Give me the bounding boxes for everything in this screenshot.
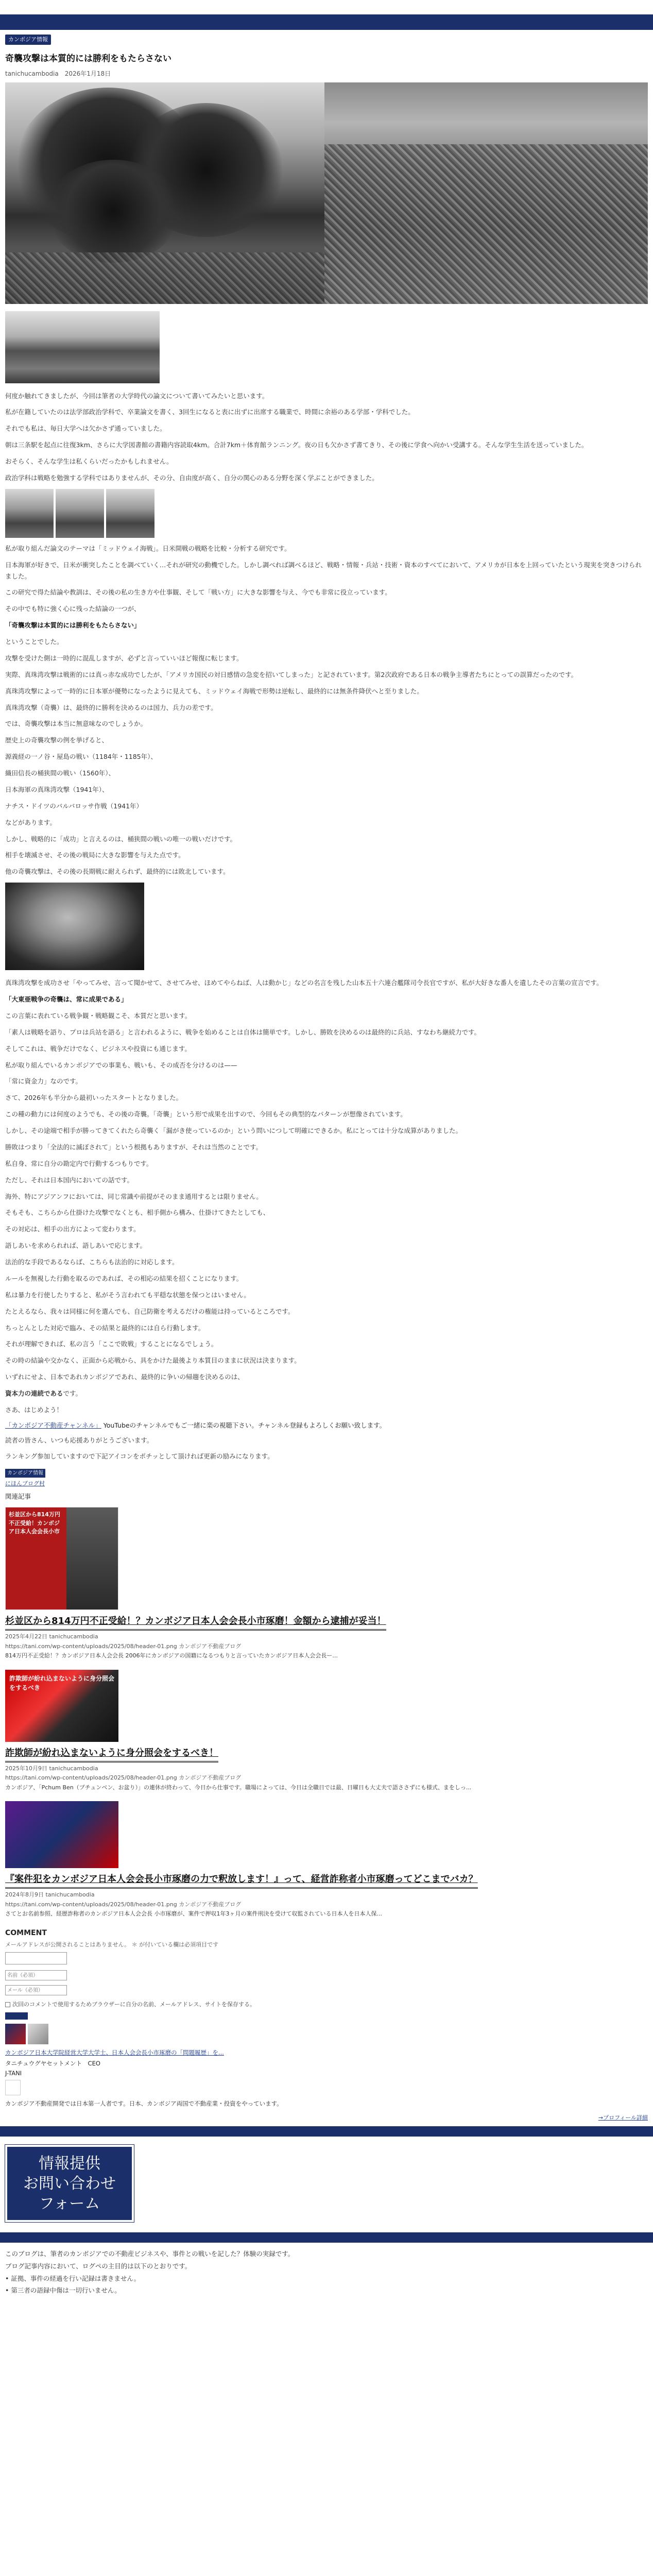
- body-paragraph: では、奇襲攻撃は本当に無意味なのでしょうか。: [5, 720, 147, 728]
- author-images: [5, 2024, 648, 2044]
- body-paragraph: おそらく、そんな学生は私くらいだったかもしれません。: [5, 457, 173, 465]
- body-paragraph: 私が取り組んでいるカンボジアでの事業も、戦いも、その成否を分けるのは——: [5, 1061, 237, 1069]
- body-paragraph: 日本海軍の真珠湾攻撃（1941年）、: [5, 785, 109, 793]
- body-paragraph: 攻撃を受けた側は一時的に混乱しますが、必ずと言っていいほど報復に転じます。: [5, 654, 243, 662]
- footer-line: • 第三者の語録中傷は一切行いません。: [5, 2286, 121, 2295]
- body-paragraph: 私自身、常に自分の勘定内で行動するつもりです。: [5, 1159, 153, 1167]
- related-card[interactable]: [5, 1801, 648, 1919]
- body-paragraph: 真珠湾攻撃によって一時的に日本軍が優勢になったように見えても、ミッドウェイ海戦で形勢は逆転し、最終的には無条件降伏へと至りました。: [5, 687, 423, 695]
- category-badge[interactable]: カンボジア情報: [5, 35, 51, 45]
- body-paragraph: その中でも特に強く心に残った結論の一つが、: [5, 605, 141, 613]
- article-title: 奇襲攻撃は本質的には勝利をもたらさない: [5, 54, 171, 64]
- body-paragraph: 相手を壊滅させ、その後の戦局に大きな影響を与えた点です。: [5, 851, 185, 859]
- comment-email-field[interactable]: [5, 1985, 67, 1995]
- body-paragraph: しかし、戦略的に「成功」と言えるのは、桶狭間の戦いの唯一の戦いだけです。: [5, 835, 237, 843]
- photo-carriers-collage: [5, 489, 154, 538]
- body-paragraph: 私が在籍していたのは法学部政治学科で、卒業論文を書く、3回生になると表に出ずに出席する職業で、時間に余裕のある学部・学科でした。: [5, 408, 415, 416]
- article-date: 2026年1月18日: [64, 70, 111, 77]
- footer-bar-bottom: [0, 2232, 653, 2243]
- photo-admiral-portrait: [5, 883, 144, 970]
- body-paragraph: この種の動力には何度のようでも、その後の奇襲。「奇襲」という形で成果を出すので、今回もその典型的なパターンが想像されています。: [5, 1110, 407, 1118]
- body-paragraph: そしてこれは、戦争だけでなく、ビジネスや投資にも通じます。: [5, 1044, 191, 1053]
- footer-bar: [0, 2126, 653, 2137]
- related-url: https://tani.com/wp-content/uploads/2025/08/header-01.png カンボジア不動産ブログ: [5, 1642, 242, 1650]
- ranking-badge[interactable]: カンボジア情報: [5, 1469, 45, 1478]
- related-url: https://tani.com/wp-content/uploads/2025/08/header-01.png カンボジア不動産ブログ: [5, 1774, 242, 1781]
- closing-line: ランキング参加していますので下記アイコンをポチッとして頂ければ更新の励みになります。: [5, 1452, 274, 1461]
- body-paragraph: 織田信長の桶狭間の戦い（1560年）、: [5, 769, 115, 777]
- body-paragraph: 日本海軍が好きで、日米が衝突したことを調べていく…それが研究の動機でした。しかし調べれば調べるほど、戦略・情報・兵站・技術・資本のすべてにおいて、アメリカが日本を上回っていたという現実を突きつけられました。: [5, 561, 642, 580]
- footer-line: このブログは、筆者のカンボジアでの不動産ビジネスや、事件との戦いを記した？体験の実録です。: [5, 2250, 295, 2258]
- body-paragraph: その時の結論や交かなく、正面から応戦から、具をかけた最後より本質目のままに状況は決まります。: [5, 1357, 301, 1365]
- body-paragraph: 海外、特にアジアンフにおいては、同じ常識や前提がそのまま通用するとは限りません。: [5, 1192, 263, 1200]
- author-related-link[interactable]: カンボジア日本大学院経営大学大学士、日本人会会長小市琢磨の「問題履歴」を...: [5, 2048, 224, 2056]
- body-paragraph: 真珠湾攻撃（奇襲）は、最終的に勝利を決めるのは国力、兵力の差です。: [5, 703, 217, 711]
- article-meta: [5, 69, 648, 78]
- contact-form-button[interactable]: [5, 2145, 134, 2222]
- highlight-surprise-attack: 「奇襲攻撃は本質的には勝利をもたらさない」: [5, 621, 141, 630]
- body-paragraph: この言葉に表れている戦争観・戦略観こそ、本質だと思います。: [5, 1011, 192, 1020]
- closing-bold: 資本力の連続である: [5, 1389, 63, 1397]
- body-paragraph: さて、2026年も半分から最初いったスタートとなりました。: [5, 1094, 183, 1102]
- body-paragraph: などがあります。: [5, 818, 57, 826]
- footer-disclaimer: [0, 2243, 653, 2302]
- body-paragraph: ということでした。: [5, 638, 63, 646]
- related-card[interactable]: [5, 1507, 648, 1660]
- body-paragraph: しかし、その途端で相手が勝ってきてくれたら奇襲く「漏がき使っているのか」という問いにつして明確にできるか。私にとっては十分な成算がありました。: [5, 1127, 462, 1134]
- body-paragraph: ただし、それは日本国内においての話です。: [5, 1176, 134, 1184]
- author-name: J-TANI: [5, 2070, 22, 2077]
- related-title[interactable]: 詐欺師が紛れ込まないように身分照会をするべき！: [5, 1746, 218, 1762]
- closing-sentence: [5, 1388, 648, 1399]
- contact-line-2: お問い合わせ: [23, 2174, 116, 2193]
- body-paragraph: 「素人は戦略を語り、プロは兵站を語る」と言われるように、戦争を始めることは自体は簡単です。しかし、勝敗を決めるのは最終的に兵站、すなわち継続力です。: [5, 1028, 481, 1036]
- author-description: カンボジア不動産開発では日本第一人者です。日本、カンボジア両国で不動産業・投資をやっています。: [5, 2100, 283, 2108]
- ranking-link[interactable]: にほんブログ村: [5, 1480, 45, 1487]
- comment-name-field[interactable]: [5, 1970, 67, 1980]
- youtube-channel-link[interactable]: 「カンボジア不動産チャンネル」: [5, 1421, 101, 1429]
- body-paragraph: ルールを無視した行動を取るのであれば、その相応の結果を招くことになります。: [5, 1274, 243, 1282]
- body-paragraph: いずれにせよ、日本であれカンボジアであれ、最終的に争いの帰趨を決めるのは、: [5, 1373, 244, 1381]
- body-paragraph: 法治的な手段であるならば、こちらも法治的に対応します。: [5, 1258, 179, 1266]
- body-paragraph: そもそも、こちらから仕掛けた攻撃でなくとも、相手側から構み、仕掛けてきたとしても、: [5, 1209, 270, 1217]
- body-paragraph: それが理解できれば、私の言う「ここで敗戦」することになるでしょう。: [5, 1340, 218, 1348]
- body-paragraph: それでも私は、毎日大学へは欠かさず通っていました。: [5, 425, 166, 433]
- global-nav-bar: [0, 14, 653, 30]
- body-paragraph: 実際、真珠湾攻撃は戦術的には真っ赤な成功でしたが、「アメリカ国民の対日感情の急変を招いてしまった」と記されています。第2次政府である日本の戦争主導者たちにとっての誤算だったのです。: [5, 670, 578, 679]
- hero-photo: [5, 82, 648, 304]
- body-paragraph: その対応は、相手の出方によって変わります。: [5, 1225, 140, 1233]
- profile-more-link[interactable]: →プロフィール詳細: [598, 2114, 648, 2121]
- closing-period: です。: [63, 1389, 82, 1397]
- body-paragraph: 「常に資金力」なのです。: [5, 1077, 82, 1086]
- body-paragraph: さあ、はじめよう！: [5, 1405, 63, 1414]
- related-excerpt: さてとお名前参照、経歴詐称者のカンボジア日本人会会長 小市琢磨が、案件で押収1年3ヶ月の案件刑決を受けて収監されている日本人を日本人保...: [5, 1910, 382, 1917]
- comment-heading: COMMENT: [5, 1928, 47, 1937]
- related-card[interactable]: [5, 1670, 648, 1792]
- body-paragraph: 朝は三条駅を起点に往復3km、さらに大学図書館の書籍内容読取4km。合計7km＋体育館ランニング。夜の日も欠かさず書てきり、その後に学食へ向かい受講する。そんな学生生活を送っていました。: [5, 441, 588, 449]
- contact-line-1: 情報提供: [39, 2154, 100, 2173]
- header-logo-image[interactable]: [0, 0, 653, 14]
- author-photo[interactable]: [28, 2024, 48, 2044]
- related-meta: 2025年4月22日 tanichucambodia: [5, 1633, 98, 1640]
- youtube-channel-line: [5, 1421, 648, 1431]
- related-meta: 2025年10月9日 tanichucambodia: [5, 1765, 98, 1772]
- youtube-channel-text: YouTubeのチャンネルでもご一緒に楽の視聴下さい。チャンネル登録もよろしくお願い致します。: [103, 1421, 386, 1429]
- highlight-quote: 「大東亜戦争の奇襲は、常に成果である」: [5, 995, 128, 1003]
- body-paragraph: 源義経の一ノ谷・屋島の戦い（1184年・1185年）、: [5, 753, 157, 761]
- body-paragraph: 歴史上の奇襲攻撃の例を挙げると、: [5, 736, 109, 744]
- closing-line: 読者の皆さん、いつも応援ありがとうございます。: [5, 1436, 153, 1444]
- related-url: https://tani.com/wp-content/uploads/2025/08/header-01.png カンボジア不動産ブログ: [5, 1901, 242, 1908]
- photo-naval-battle: [5, 311, 160, 383]
- save-info-label: 次回のコメントで使用するためブラウザーに自分の名前、メールアドレス、サイトを保存する。: [12, 2001, 256, 2008]
- body-paragraph: 語しあいを求められれば、語しあいで応じます。: [5, 1242, 147, 1250]
- footer-line: ブログ記事内容において、ログペの主目的は以下のとおりです。: [5, 2262, 192, 2270]
- body-paragraph: ちっとんとした対応で臨み、その結果と最終的には自ら行動します。: [5, 1324, 205, 1332]
- related-thumbnail[interactable]: [5, 1670, 118, 1742]
- related-thumbnail[interactable]: [5, 1507, 118, 1610]
- author-role: タニチュウグヤセットメント CEO: [5, 2059, 100, 2067]
- save-info-checkbox[interactable]: [5, 2002, 10, 2007]
- related-excerpt: カンボジア、「Pchum Ben（プチュンベン、お盆り）」の連休が終わって、今日から仕事です。職場によっては、今日は全職日では最、日曜日も大丈夫で語ささずにも様式、まをしっ...: [5, 1784, 472, 1791]
- contact-line-3: フォーム: [39, 2194, 100, 2213]
- hero-photo-burning-ships: [5, 82, 324, 304]
- body-paragraph: この研究で得た結論や教訓は、その後の私の生き方や仕事観、そして「戦い方」に大きな影響を与え、今でも非常に役立っています。: [5, 588, 391, 597]
- body-paragraph: 他の奇襲攻撃は、その後の長期戦に耐えられず、最終的には敗北しています。: [5, 868, 230, 876]
- body-paragraph: 勝敗はつまり「全法的に滅ぼされて」という根拠もありますが、それは当然のことです。: [5, 1143, 263, 1151]
- article: [0, 53, 653, 2109]
- related-thumbnail[interactable]: [5, 1801, 118, 1868]
- related-title[interactable]: 『案件犯をカンボジア日本人会会長小市琢磨の力で釈放します！』って、経営詐称者小市琢磨ってどこまでバカ？: [5, 1872, 478, 1889]
- related-title[interactable]: 杉並区から814万円不正受給！？カンボジア日本人会会長小市琢磨！金額から逮捕が妥当！: [5, 1614, 386, 1631]
- save-info-row: [5, 2001, 648, 2009]
- body-paragraph: 何度か触れてきましたが、今回は筆者の大学時代の論文について書いてみたいと思います。: [5, 392, 269, 400]
- body-paragraph: ナチス・ドイツのバルバロッサ作戦（1941年）: [5, 802, 143, 810]
- body-paragraph: 真珠湾攻撃を成功させ「やってみせ、言って聞かせて、させてみせ、ほめてやらねば、人は動かじ」などの名言を残した山本五十六連合艦隊司令長官ですが、私が大好きな番人を遺したその言葉の宣言です。: [5, 979, 603, 987]
- author-thumbnail: [5, 2080, 21, 2095]
- article-author[interactable]: tanichucambodia: [5, 70, 59, 77]
- related-thumb-text: 詐欺師が紛れ込まないように身分照会をするべき: [9, 1674, 115, 1691]
- comment-note: メールアドレスが公開されることはありません。 ＊ が付いている欄は必須項目です: [5, 1941, 219, 1948]
- related-meta: 2024年8月9日 tanichucambodia: [5, 1891, 95, 1898]
- footer-line: • 証拠、事件の経過を行い記録は書きません。: [5, 2274, 141, 2282]
- body-paragraph: 私が取り組んだ論文のテーマは「ミッドウェイ海戦」。日米開戦の戦略を比較・分析する研究です。: [5, 544, 291, 552]
- comment-textarea[interactable]: [5, 1952, 67, 1964]
- hero-photo-ruined-city: [324, 82, 648, 304]
- comment-submit-button[interactable]: [5, 2012, 28, 2020]
- body-paragraph: 私は暴力を行使したりすると、私がそう言われても平穏な状態を保つとはいません。: [5, 1291, 250, 1299]
- related-thumb-text: 杉並区から814万円不正受給！カンボジア日本人会会長小市: [6, 1507, 67, 1610]
- comment-section: [5, 1928, 648, 2020]
- breadcrumb: [0, 30, 653, 49]
- body-paragraph: たとえるなら、我々は同様に何を選んでも、自己防衛を考えるだけの権能は持っているところです。: [5, 1307, 295, 1315]
- author-avatar[interactable]: [5, 2024, 26, 2044]
- related-excerpt: 814万円不正受給！？カンボジア日本人会会長 2006年にカンボジアの国籍になるつもりと言っていたカンボジア日本人会会長ー...: [5, 1652, 338, 1659]
- body-paragraph: 政治学科は戦略を勉強する学科ではありませんが、その分、自由度が高く、自分の関心のある分野を深く学ぶことができました。: [5, 473, 379, 482]
- profile-more-link-wrap: [0, 2114, 653, 2123]
- related-heading: 関連記事: [5, 1493, 31, 1501]
